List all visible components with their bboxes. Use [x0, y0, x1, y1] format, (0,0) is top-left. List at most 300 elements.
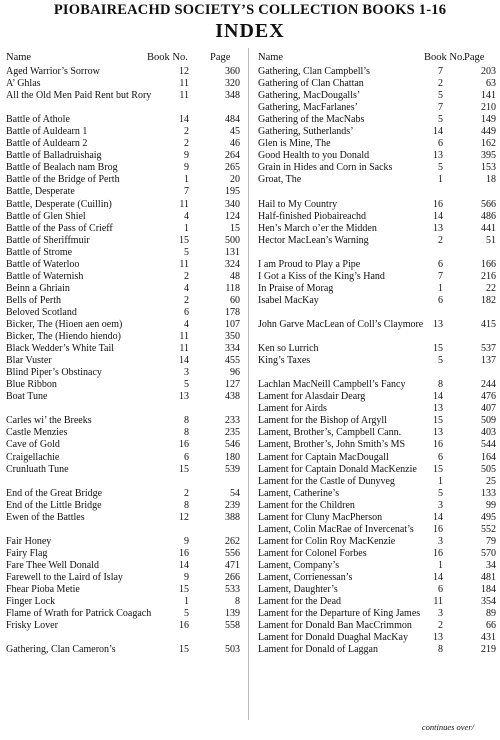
book-number: 4: [184, 210, 189, 222]
index-row: [258, 620, 496, 632]
book-number: 9: [184, 571, 189, 583]
page-number: 89: [486, 608, 496, 620]
tune-name: Lament for the Children: [258, 499, 355, 511]
page-number: 66: [486, 620, 496, 632]
index-row: [6, 211, 242, 223]
index-row: [258, 560, 496, 572]
tune-name: I Got a Kiss of the King’s Hand: [258, 270, 385, 282]
index-row: [6, 367, 242, 379]
index-row: [6, 572, 242, 584]
index-row: [6, 512, 242, 524]
index-row: [6, 307, 242, 319]
page-number: 153: [481, 162, 496, 174]
book-number: 13: [433, 403, 443, 415]
page-number: 118: [225, 282, 240, 294]
page-number: 544: [481, 439, 496, 451]
index-row: [258, 572, 496, 584]
book-number: 5: [438, 162, 443, 174]
index-row: [258, 283, 496, 295]
page-number: 484: [225, 114, 240, 126]
index-row: [6, 295, 242, 307]
tune-name: Beinn a Ghriain: [6, 282, 70, 294]
tune-name: Lament for Donald of Laggan: [258, 644, 378, 656]
page-number: 107: [225, 318, 240, 330]
page-number: 203: [481, 66, 496, 77]
page-number: 219: [481, 644, 496, 656]
book-number: 1: [438, 174, 443, 186]
index-row: [258, 138, 496, 150]
book-number: 7: [438, 102, 443, 114]
page-number: 265: [225, 162, 240, 174]
page-number: 438: [225, 391, 240, 403]
book-number: 15: [179, 234, 189, 246]
book-number: 9: [184, 535, 189, 547]
book-number: 11: [179, 90, 189, 102]
book-number: 3: [438, 608, 443, 620]
index-row: [258, 90, 496, 102]
book-number: 9: [184, 150, 189, 162]
tune-name: Castle Menzies: [6, 427, 68, 439]
index-row: [6, 560, 242, 572]
left-entries: [6, 66, 242, 656]
book-number: 15: [179, 584, 189, 596]
index-row: [258, 78, 496, 90]
page-number: 471: [225, 559, 240, 571]
page-number: 262: [225, 535, 240, 547]
tune-name: Bicker, The (Hiendo hiendo): [6, 331, 121, 343]
tune-name: Beloved Scotland: [6, 306, 77, 318]
page-number: 63: [486, 78, 496, 90]
book-header: Book No.: [147, 52, 188, 63]
book-number: 6: [438, 138, 443, 150]
page-number: 441: [481, 222, 496, 234]
page-number: 552: [481, 523, 496, 535]
tune-name: Lament for the Dead: [258, 596, 342, 608]
book-number: 4: [184, 318, 189, 330]
book-number: 14: [179, 559, 189, 571]
index-row: [258, 536, 496, 548]
tune-name: Blar Vuster: [6, 355, 52, 367]
tune-name: Finger Lock: [6, 596, 56, 608]
tune-name: A’ Ghlas: [6, 78, 41, 90]
page-number: 51: [486, 234, 496, 246]
tune-name: Lament for Captain Donald MacKenzie: [258, 463, 417, 475]
index-row: [6, 150, 242, 162]
page-number: 233: [225, 415, 240, 427]
page-number: 503: [225, 644, 240, 656]
index-row: [6, 536, 242, 548]
tune-name: Lament, Corrienessan’s: [258, 571, 353, 583]
index-row: [6, 247, 242, 259]
book-number: 13: [433, 150, 443, 162]
index-row: [258, 415, 496, 427]
column-divider: [248, 48, 249, 720]
page-number: 546: [225, 439, 240, 451]
page-number: 509: [481, 415, 496, 427]
index-row: [6, 259, 242, 271]
right-index-column: [258, 52, 496, 656]
index-row: [6, 608, 242, 620]
tune-name: Lament for Captain MacDougall: [258, 451, 389, 463]
page-number: 164: [481, 451, 496, 463]
page-number: 34: [486, 559, 496, 571]
book-number: 14: [179, 355, 189, 367]
index-row: [258, 584, 496, 596]
tune-name: Lament for the Castle of Dunyveg: [258, 475, 395, 487]
book-number: 8: [184, 499, 189, 511]
page-number: 139: [225, 608, 240, 620]
index-row: [258, 259, 496, 271]
book-number: 6: [184, 451, 189, 463]
index-row: [6, 162, 242, 174]
tune-name: Lament, Colin MacRae of Invercenat’s: [258, 523, 414, 535]
page-number: 166: [481, 258, 496, 270]
book-number: 8: [184, 415, 189, 427]
tune-name: Lament for the Bishop of Argyll: [258, 415, 387, 427]
book-number: 3: [438, 499, 443, 511]
book-number: 5: [438, 355, 443, 367]
page-number: 320: [225, 78, 240, 90]
page-number: 495: [481, 511, 496, 523]
book-number: 11: [179, 258, 189, 270]
book-number: 1: [438, 559, 443, 571]
page-number: 415: [481, 318, 496, 330]
book-number: 14: [433, 571, 443, 583]
book-number: 2: [438, 78, 443, 90]
book-number: 16: [179, 620, 189, 632]
book-number: 8: [184, 427, 189, 439]
book-number: 13: [433, 318, 443, 330]
index-row: [258, 427, 496, 439]
index-row: [6, 464, 242, 476]
index-row: [6, 584, 242, 596]
tune-name: Battle of Glen Shiel: [6, 210, 86, 222]
name-header: Name: [258, 52, 284, 63]
book-number: 5: [438, 114, 443, 126]
tune-name: End of the Great Bridge: [6, 487, 103, 499]
page-number: 79: [486, 535, 496, 547]
tune-name: Boat Tune: [6, 391, 48, 403]
page-number: 244: [481, 379, 496, 391]
index-row: [6, 319, 242, 331]
page-number: 235: [225, 427, 240, 439]
index-row: [258, 476, 496, 488]
index-row: [6, 235, 242, 247]
tune-name: Black Wedder’s White Tail: [6, 343, 115, 355]
tune-name: Lament for Alasdair Dearg: [258, 391, 366, 403]
book-number: 14: [433, 391, 443, 403]
book-number: 2: [438, 620, 443, 632]
index-row: [6, 415, 242, 427]
index-row: [258, 608, 496, 620]
book-number: 3: [438, 535, 443, 547]
page-number: 395: [481, 150, 496, 162]
index-row: [258, 512, 496, 524]
tune-name: Gathering, Clan Cameron’s: [6, 644, 116, 656]
index-row: [6, 596, 242, 608]
tune-name: Crunluath Tune: [6, 463, 69, 475]
book-number: 13: [179, 391, 189, 403]
tune-name: Hen’s March o’er the Midden: [258, 222, 377, 234]
tune-name: Battle of Waterloo: [6, 258, 80, 270]
book-number: 11: [179, 78, 189, 90]
tune-name: John Garve MacLean of Coll’s Claymore: [258, 318, 424, 330]
index-row: [258, 271, 496, 283]
left-index-column: [6, 52, 242, 656]
book-number: 15: [433, 463, 443, 475]
page-number: 184: [481, 584, 496, 596]
tune-name: Lachlan MacNeill Campbell’s Fancy: [258, 379, 406, 391]
book-number: 11: [179, 343, 189, 355]
tune-name: Fairy Flag: [6, 547, 48, 559]
tune-name: Carles wi’ the Breeks: [6, 415, 92, 427]
index-row: [6, 452, 242, 464]
book-number: 11: [179, 331, 189, 343]
tune-name: Battle of Auldearn 1: [6, 126, 88, 138]
tune-name: Battle of the Pass of Crieff: [6, 222, 113, 234]
page-number: 20: [230, 174, 240, 186]
book-number: 9: [184, 162, 189, 174]
index-row: [6, 439, 242, 451]
index-row: [258, 114, 496, 126]
book-number: 11: [179, 198, 189, 210]
index-row: [6, 391, 242, 403]
page-number: 266: [225, 571, 240, 583]
index-row: [6, 644, 242, 656]
page-number: 500: [225, 234, 240, 246]
page-number: 455: [225, 355, 240, 367]
book-number: 12: [179, 66, 189, 77]
page-number: 539: [225, 463, 240, 475]
page-number: 45: [230, 126, 240, 138]
page-number: 210: [481, 102, 496, 114]
index-row: [258, 379, 496, 391]
index-row: [6, 174, 242, 186]
index-row: [6, 66, 242, 78]
book-number: 7: [438, 66, 443, 77]
page-number: 180: [225, 451, 240, 463]
index-row: [258, 524, 496, 536]
book-number: 14: [179, 114, 189, 126]
book-number: 7: [184, 186, 189, 198]
tune-name: Fhear Pioba Metie: [6, 584, 80, 596]
tune-name: Blind Piper’s Obstinacy: [6, 367, 102, 379]
tune-name: Battle of Auldearn 2: [6, 138, 88, 150]
tune-name: Gathering, Sutherlands’: [258, 126, 354, 138]
tune-name: Lament, Brother’s, Campbell Cann.: [258, 427, 402, 439]
page-number: 334: [225, 343, 240, 355]
tune-name: Gathering, Clan Campbell’s: [258, 66, 370, 77]
book-number: 13: [433, 222, 443, 234]
page-number: 558: [225, 620, 240, 632]
book-number: 8: [438, 644, 443, 656]
tune-name: Fare Thee Well Donald: [6, 559, 99, 571]
tune-name: Cave of Gold: [6, 439, 60, 451]
page-number: 556: [225, 547, 240, 559]
tune-name: Craigellachie: [6, 451, 60, 463]
tune-name: Lament, Catherine’s: [258, 487, 340, 499]
page-number: 486: [481, 210, 496, 222]
index-row: [258, 644, 496, 656]
book-number: 7: [438, 270, 443, 282]
tune-name: Lament for Colin Roy MacKenzie: [258, 535, 396, 547]
index-row: [6, 114, 242, 126]
index-row: [6, 427, 242, 439]
tune-name: Grain in Hides and Corn in Sacks: [258, 162, 393, 174]
index-row: [6, 500, 242, 512]
index-row: [258, 439, 496, 451]
book-number: 16: [433, 198, 443, 210]
book-header: Book No.: [424, 52, 465, 63]
page-header: Page: [464, 52, 485, 63]
tune-name: Gathering, MacFarlanes’: [258, 102, 358, 114]
index-row: [6, 488, 242, 500]
index-row: [6, 283, 242, 295]
book-number: 14: [433, 126, 443, 138]
index-row: [6, 223, 242, 235]
page-number: 354: [481, 596, 496, 608]
book-number: 16: [433, 547, 443, 559]
index-row: [6, 186, 242, 198]
book-number: 5: [184, 246, 189, 258]
page-number: 431: [481, 632, 496, 644]
page-number: 403: [481, 427, 496, 439]
book-number: 1: [438, 282, 443, 294]
tune-name: Battle of Athole: [6, 114, 70, 126]
page-number: 239: [225, 499, 240, 511]
tune-name: Lament for the Departure of King James: [258, 608, 421, 620]
tune-name: Gathering, MacDougalls’: [258, 90, 361, 102]
tune-name: End of the Little Bridge: [6, 499, 102, 511]
index-row: [6, 271, 242, 283]
index-row: [258, 464, 496, 476]
index-heading: INDEX: [215, 20, 285, 42]
book-number: 1: [438, 475, 443, 487]
tune-name: Lament, Daughter’s: [258, 584, 338, 596]
tune-name: Good Health to you Donald: [258, 150, 370, 162]
book-number: 13: [433, 427, 443, 439]
page-number: 216: [481, 270, 496, 282]
index-row: [258, 223, 496, 235]
index-row: [258, 126, 496, 138]
tune-name: Battle, Desperate: [6, 186, 75, 198]
book-number: 16: [433, 523, 443, 535]
book-number: 15: [433, 415, 443, 427]
page-number: 127: [225, 379, 240, 391]
index-row: [258, 548, 496, 560]
tune-name: Glen is Mine, The: [258, 138, 331, 150]
tune-name: Gathering of Clan Chattan: [258, 78, 364, 90]
tune-name: Lament for Donald Duaghal MacKay: [258, 632, 408, 644]
page-number: 178: [225, 306, 240, 318]
book-number: 2: [184, 270, 189, 282]
page-number: 449: [481, 126, 496, 138]
book-number: 6: [438, 294, 443, 306]
collection-title: PIOBAIREACHD SOCIETY’S COLLECTION BOOKS 1-16: [53, 2, 447, 18]
book-number: 11: [433, 596, 443, 608]
page-number: 54: [230, 487, 240, 499]
index-row: [258, 343, 496, 355]
tune-name: Ewen of the Battles: [6, 511, 85, 523]
name-header: Name: [6, 52, 32, 63]
page-number: 162: [481, 138, 496, 150]
tune-name: Ken so Lurrich: [258, 343, 319, 355]
page-number: 60: [230, 294, 240, 306]
book-number: 2: [184, 138, 189, 150]
index-row: [258, 66, 496, 78]
index-row: [258, 174, 496, 186]
book-number: 2: [184, 126, 189, 138]
index-row: [258, 235, 496, 247]
book-number: 16: [433, 439, 443, 451]
tune-name: Lament, Brother’s, John Smith’s MS: [258, 439, 406, 451]
page-number: 133: [481, 487, 496, 499]
page-number: 137: [481, 355, 496, 367]
page-number: 8: [235, 596, 240, 608]
page-number: 505: [481, 463, 496, 475]
book-number: 6: [438, 451, 443, 463]
page-number: 566: [481, 198, 496, 210]
page-number: 25: [486, 475, 496, 487]
book-number: 6: [438, 258, 443, 270]
tune-name: Lament for Airds: [258, 403, 327, 415]
book-number: 5: [438, 90, 443, 102]
book-number: 15: [433, 343, 443, 355]
index-row: [258, 150, 496, 162]
index-row: [258, 355, 496, 367]
tune-name: Bells of Perth: [6, 294, 61, 306]
book-number: 1: [184, 174, 189, 186]
book-number: 15: [179, 644, 189, 656]
tune-name: Lament for Donald Ban MacCrimmon: [258, 620, 412, 632]
index-row: [6, 343, 242, 355]
index-row: [258, 295, 496, 307]
book-number: 16: [179, 547, 189, 559]
page-number: 537: [481, 343, 496, 355]
book-number: 2: [184, 294, 189, 306]
index-row: [258, 403, 496, 415]
page-number: 533: [225, 584, 240, 596]
column-headers: [258, 52, 496, 66]
tune-name: Lament for Colonel Forbes: [258, 547, 367, 559]
index-row: [6, 620, 242, 632]
page-number: 360: [225, 66, 240, 77]
tune-name: Battle of the Bridge of Perth: [6, 174, 120, 186]
page-number: 340: [225, 198, 240, 210]
index-row: [258, 199, 496, 211]
index-row: [6, 548, 242, 560]
index-row: [258, 102, 496, 114]
index-row: [258, 162, 496, 174]
book-number: 3: [184, 367, 189, 379]
tune-name: Gathering of the MacNabs: [258, 114, 365, 126]
page-number: 348: [225, 90, 240, 102]
tune-name: Hail to My Country: [258, 198, 338, 210]
tune-name: Lament for Cluny MacPherson: [258, 511, 383, 523]
tune-name: Flame of Wrath for Patrick Coagach: [6, 608, 152, 620]
tune-name: Hector MacLean’s Warning: [258, 234, 369, 246]
book-number: 2: [184, 487, 189, 499]
index-row: [258, 319, 496, 331]
book-number: 5: [184, 379, 189, 391]
tune-name: Bicker, The (Hioen aen oem): [6, 318, 123, 330]
index-row: [258, 452, 496, 464]
index-row: [258, 632, 496, 644]
index-row: [6, 379, 242, 391]
tune-name: Battle of Bealach nam Brog: [6, 162, 118, 174]
book-number: 1: [184, 596, 189, 608]
book-number: 5: [184, 608, 189, 620]
